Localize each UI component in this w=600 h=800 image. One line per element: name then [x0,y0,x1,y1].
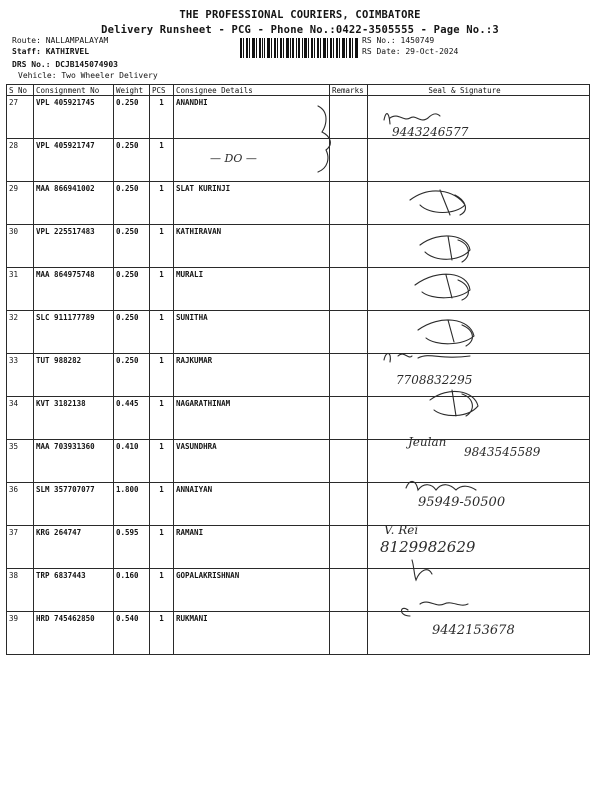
cell-weight: 0.250 [114,96,150,139]
cell-sno: 31 [7,268,34,311]
col-header-weight: Weight [114,85,150,96]
cell-consignee: SLAT KURINJI [174,182,330,225]
cell-consignee [174,139,330,182]
cell-sno: 30 [7,225,34,268]
table-row [7,225,590,268]
cell-consignment: MAA 864975748 [34,268,114,311]
cell-pcs: 1 [150,612,174,655]
cell-weight: 0.250 [114,139,150,182]
table-header-row [7,85,590,96]
delivery-runsheet-table [6,84,590,655]
drs-number: DRS No.: DCJB145074903 [12,60,118,69]
cell-signature [368,311,590,354]
cell-pcs: 1 [150,440,174,483]
cell-consignment: TRP 6837443 [34,569,114,612]
cell-signature [368,569,590,612]
cell-signature [368,354,590,397]
table-row [7,311,590,354]
cell-remarks [330,526,368,569]
cell-signature [368,612,590,655]
cell-sno: 28 [7,139,34,182]
cell-consignee: ANNAIYAN [174,483,330,526]
cell-signature [368,268,590,311]
cell-consignment: TUT 988282 [34,354,114,397]
col-header-remarks: Remarks [330,85,368,96]
cell-weight: 1.800 [114,483,150,526]
cell-remarks [330,96,368,139]
cell-remarks [330,139,368,182]
cell-sno: 34 [7,397,34,440]
cell-sno: 39 [7,612,34,655]
cell-pcs: 1 [150,483,174,526]
cell-remarks [330,354,368,397]
table-row [7,397,590,440]
table-row [7,96,590,139]
cell-signature [368,225,590,268]
signature-36-phone: 95949-50500 [418,495,506,510]
cell-consignee: RUKMANI [174,612,330,655]
runsheet-title: Delivery Runsheet - PCG - Phone No.:0422-3505555 - Page No.:3 [101,24,499,36]
signature-37-name: V. Rei [384,523,419,537]
cell-consignee: KATHIRAVAN [174,225,330,268]
cell-consignment: MAA 703931360 [34,440,114,483]
cell-weight: 0.250 [114,268,150,311]
signature-39-phone: 9442153678 [432,623,515,638]
table-row [7,483,590,526]
barcode-image [240,38,358,58]
cell-pcs: 1 [150,397,174,440]
cell-weight: 0.250 [114,182,150,225]
rs-number: RS No.: 1450749 [362,36,435,45]
table-row [7,139,590,182]
cell-pcs: 1 [150,139,174,182]
cell-weight: 0.445 [114,397,150,440]
cell-pcs: 1 [150,526,174,569]
cell-consignment: HRD 745462850 [34,612,114,655]
cell-remarks [330,612,368,655]
cell-consignee: GOPALAKRISHNAN [174,569,330,612]
cell-signature [368,139,590,182]
cell-pcs: 1 [150,569,174,612]
col-header-sno: S No [7,85,34,96]
signature-37-phone: 8129982629 [380,538,476,556]
cell-pcs: 1 [150,182,174,225]
table-row [7,268,590,311]
cell-pcs: 1 [150,268,174,311]
staff-label: Staff: KATHIRVEL [12,47,90,56]
cell-sno: 38 [7,569,34,612]
table-row [7,612,590,655]
cell-sno: 33 [7,354,34,397]
cell-signature [368,96,590,139]
table-row [7,182,590,225]
table-row [7,440,590,483]
cell-sno: 35 [7,440,34,483]
col-header-signature: Seal & Signature [368,85,590,96]
cell-weight: 0.540 [114,612,150,655]
cell-pcs: 1 [150,311,174,354]
cell-weight: 0.250 [114,354,150,397]
cell-weight: 0.250 [114,311,150,354]
cell-consignment: VPL 405921747 [34,139,114,182]
table-row [7,569,590,612]
cell-consignee: NAGARATHINAM [174,397,330,440]
signature-27-phone: 9443246577 [392,125,469,139]
cell-consignment: SLM 357707077 [34,483,114,526]
cell-weight: 0.250 [114,225,150,268]
cell-consignee: VASUNDHRA [174,440,330,483]
table-body [7,96,590,655]
cell-weight: 0.410 [114,440,150,483]
cell-signature [368,182,590,225]
cell-remarks [330,440,368,483]
cell-consignee: ANANDHI [174,96,330,139]
rs-date: RS Date: 29-Oct-2024 [362,47,459,56]
cell-sno: 29 [7,182,34,225]
cell-remarks [330,311,368,354]
cell-consignee: MURALI [174,268,330,311]
vehicle-label: Vehicle: Two Wheeler Delivery [18,71,158,80]
cell-consignment: SLC 911177789 [34,311,114,354]
cell-signature [368,526,590,569]
cell-consignment: MAA 866941002 [34,182,114,225]
cell-weight: 0.160 [114,569,150,612]
cell-pcs: 1 [150,354,174,397]
col-header-consignment: Consignment No [34,85,114,96]
cell-consignee: RAMANI [174,526,330,569]
col-header-pcs: PCS [150,85,174,96]
cell-remarks [330,225,368,268]
cell-signature [368,397,590,440]
cell-pcs: 1 [150,225,174,268]
cell-remarks [330,569,368,612]
cell-consignment: VPL 405921745 [34,96,114,139]
cell-remarks [330,268,368,311]
col-header-consignee: Consignee Details [174,85,330,96]
ditto-mark-28: — DO — [210,152,257,165]
cell-remarks [330,483,368,526]
cell-consignee: RAJKUMAR [174,354,330,397]
cell-signature [368,440,590,483]
cell-consignment: VPL 225517483 [34,225,114,268]
cell-weight: 0.595 [114,526,150,569]
signature-35-name: Jeulan [408,435,447,449]
route-label: Route: NALLAMPALAYAM [12,36,109,45]
cell-sno: 32 [7,311,34,354]
cell-signature [368,483,590,526]
cell-sno: 37 [7,526,34,569]
cell-remarks [330,182,368,225]
cell-sno: 27 [7,96,34,139]
cell-consignee: SUNITHA [174,311,330,354]
cell-sno: 36 [7,483,34,526]
signature-35-phone: 9843545589 [464,445,541,459]
table-row [7,526,590,569]
signature-33-phone: 7708832295 [396,373,473,387]
cell-remarks [330,397,368,440]
cell-consignment: KVT 3182138 [34,397,114,440]
cell-pcs: 1 [150,96,174,139]
company-title: THE PROFESSIONAL COURIERS, COIMBATORE [179,9,421,21]
table-row [7,354,590,397]
cell-consignment: KRG 264747 [34,526,114,569]
